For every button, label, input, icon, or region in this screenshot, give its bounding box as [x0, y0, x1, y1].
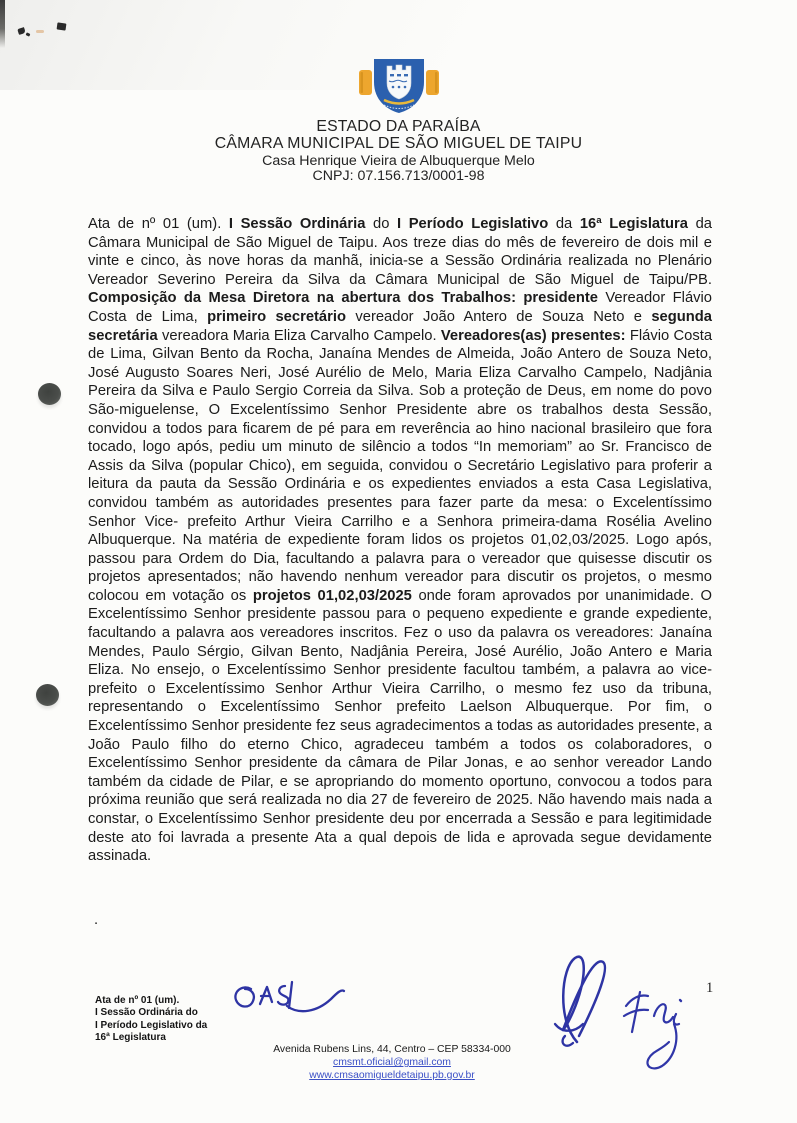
website-link[interactable]: www.cmsaomigueldetaipu.pb.gov.br	[309, 1070, 475, 1081]
email-link[interactable]: cmsmt.oficial@gmail.com	[333, 1057, 451, 1068]
body-paragraph: Ata de nº 01 (um). I Sessão Ordinária do I Período Legislativo da 16ª Legislatura da Câmara Municipal de São Miguel de Taipu. Aos treze dias do mês de fevereiro de dois mil e vinte e cinco, às nove horas da manhã, inicia-se a Sessão Ordinária realizada no Plenário Vereador Severino Pereira da Silva da Câmara Municipal de São Miguel de Taipu/PB. Composição da Mesa Diretora na abertura dos Trabalhos: presidente Vereador Flávio Costa de Lima, primeiro secretário vereador João Antero de Souza Neto e segunda secretária vereadora Maria Eliza Carvalho Campelo. Vereadores(as) presentes: Flávio Costa de Lima, Gilvan Bento da Rocha, Janaína Mendes de Almeida, João Antero de Souza Neto, José Augusto Soares Neri, José Aurélio de Melo, Maria Eliza Carvalho Campelo, Nadjânia Pereira da Silva e Paulo Sergio Correia da Silva. Sob a proteção de Deus, em nome do povo São-miguelense, O Excelentíssimo Senhor Presidente abre os trabalhos desta Sessão, convidou a todos para ficarem de pé para em reverência ao hino nacional brasileiro que fora tocado, logo após, pediu um minuto de silêncio a todos “In memoriam” ao Sr. Francisco de Assis da Silva (popular Chico), em seguida, convidou o Secretário Legislativo para proferir a leitura da pauta da Sessão Ordinária e os expedientes enviados a esta Casa Legislativa, convidou também as autoridades presentes para fazer parte da mesa: o Excelentíssimo Senhor Vice- prefeito Arthur Vieira Carrilho e a Senhora primeira-dama Rosélia Avelino Albuquerque. Na matéria de expediente foram lidos os projetos 01,02,03/2025. Logo após, passou para Ordem do Dia, facultando a palavra para o vereador que quisesse discutir os projetos apresentados; não havendo nenhum vereador para discutir os projetos, o mesmo colocou em votação os projetos 01,02,03/2025 onde foram aprovados por unanimidade. O Excelentíssimo Senhor presidente passou para o pequeno expediente e grande expediente, facultando a palavra aos vereadores inscritos. Fez o uso da palavra os vereadores: Janaína Mendes, Paulo Sérgio, Gilvan Bento, Nadjânia Pereira, José Aurélio, João Antero e Maria Eliza. No ensejo, o Excelentíssimo Senhor presidente facultou também, a palavra ao vice-prefeito o Excelentíssimo Senhor Arthur Vieira Carrilho, o mesmo fez uso da tribuna, representando o Excelentíssimo Senhor prefeito Laelson Albuquerque. Por fim, o Excelentíssimo Senhor presidente fez seus agradecimentos a todas as autoridades presente, a João Paulo filho do eterno Chico, agradeceu também a todos os colaboradores, o Excelentíssimo Senhor presidente da câmara de Pilar Jonas, e ao senhor vereador Lando também da cidade de Pilar, e se apropriando do momento oportuno, convocou a todos para próxima reunião que será realizada no dia 27 de fevereiro de 2025. Não havendo mais nada a constar, o Excelentíssimo Senhor presidente deu por encerrada a Sessão e para legitimidade deste ato foi lavrada a presente Ata a qual depois de lida e aprovada segue devidamente assinada.	[88, 216, 713, 865]
trailing-period: .	[94, 912, 99, 928]
header-state: ESTADO DA PARAÍBA	[316, 118, 481, 135]
footer-note: Ata de nº 01 (um). I Sessão Ordinária do I Período Legislativo da 16ª Legislatura	[95, 995, 208, 1044]
address-line: Avenida Rubens Lins, 44, Centro – CEP 58334-000	[273, 1044, 511, 1055]
scan-speck	[57, 22, 67, 30]
scan-edge-artifact	[0, 0, 5, 48]
header-cnpj: CNPJ: 07.156.713/0001-98	[312, 168, 485, 184]
header-municipality: CÂMARA MUNICIPAL DE SÃO MIGUEL DE TAIPU	[214, 135, 583, 152]
scan-speck	[26, 32, 31, 36]
handwritten-signature-3	[608, 972, 696, 1082]
coat-of-arms-icon	[357, 56, 441, 116]
hole-punch-bottom	[36, 684, 59, 706]
page-number: 1	[706, 980, 714, 996]
scan-speck	[17, 27, 26, 35]
scan-speck	[36, 30, 44, 33]
footer-address-block	[272, 1043, 512, 1082]
header-building: Casa Henrique Vieira de Albuquerque Melo	[262, 153, 535, 169]
handwritten-signature-1	[228, 962, 346, 1032]
hole-punch-top	[38, 383, 61, 405]
